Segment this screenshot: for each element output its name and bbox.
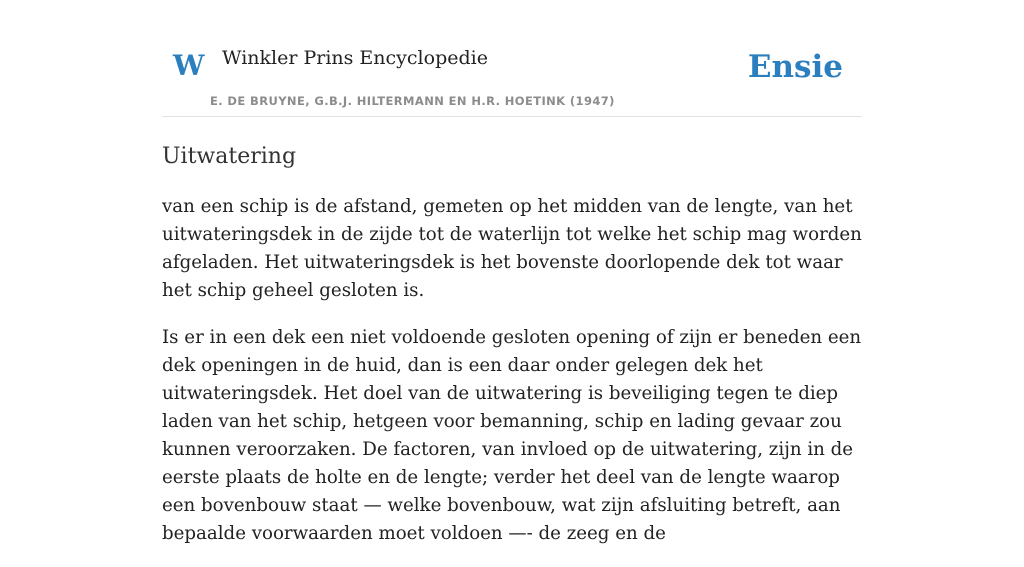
authors-line: E. DE BRUYNE, G.B.J. HILTERMANN EN H.R. HOETINK (1947) — [210, 94, 615, 108]
article-paragraph-2: Is er in een dek een niet voldoende gesloten opening of zijn er beneden een dek openingen in de huid, dan is een daar onder gelegen dek het uitwateringsdek. Het doel van de uitwatering is beveiliging tegen te diep laden van het schip, hetgeen voor bemanning, schip en lading gevaar zou kunnen veroorzaken. De factoren, van invloed op de uitwatering, zijn in de eerste plaats de holte en de lengte; verder het deel van de lengte waarop een bovenbouw staat — welke bovenbouw, wat zijn afsluiting betreft, aan bepaalde voorwaarden moet voldoen —- de zeeg en de — [162, 327, 862, 544]
ensie-logo[interactable]: Ensie — [747, 49, 843, 85]
encyclopedia-title[interactable]: Winkler Prins Encyclopedie — [222, 47, 488, 69]
site-header — [162, 0, 862, 117]
article-paragraph-1: van een schip is de afstand, gemeten op het midden van de lengte, van het uitwateringsdek in de zijde tot de waterlijn tot welke het schip mag worden afgeladen. Het uitwateringsdek is het bovenste doorlopende dek tot waar het schip geheel gesloten is. — [162, 196, 862, 301]
page — [162, 0, 862, 567]
article-title: Uitwatering — [162, 144, 297, 169]
article-body — [162, 193, 862, 548]
site-logo-w[interactable]: W — [173, 49, 205, 82]
